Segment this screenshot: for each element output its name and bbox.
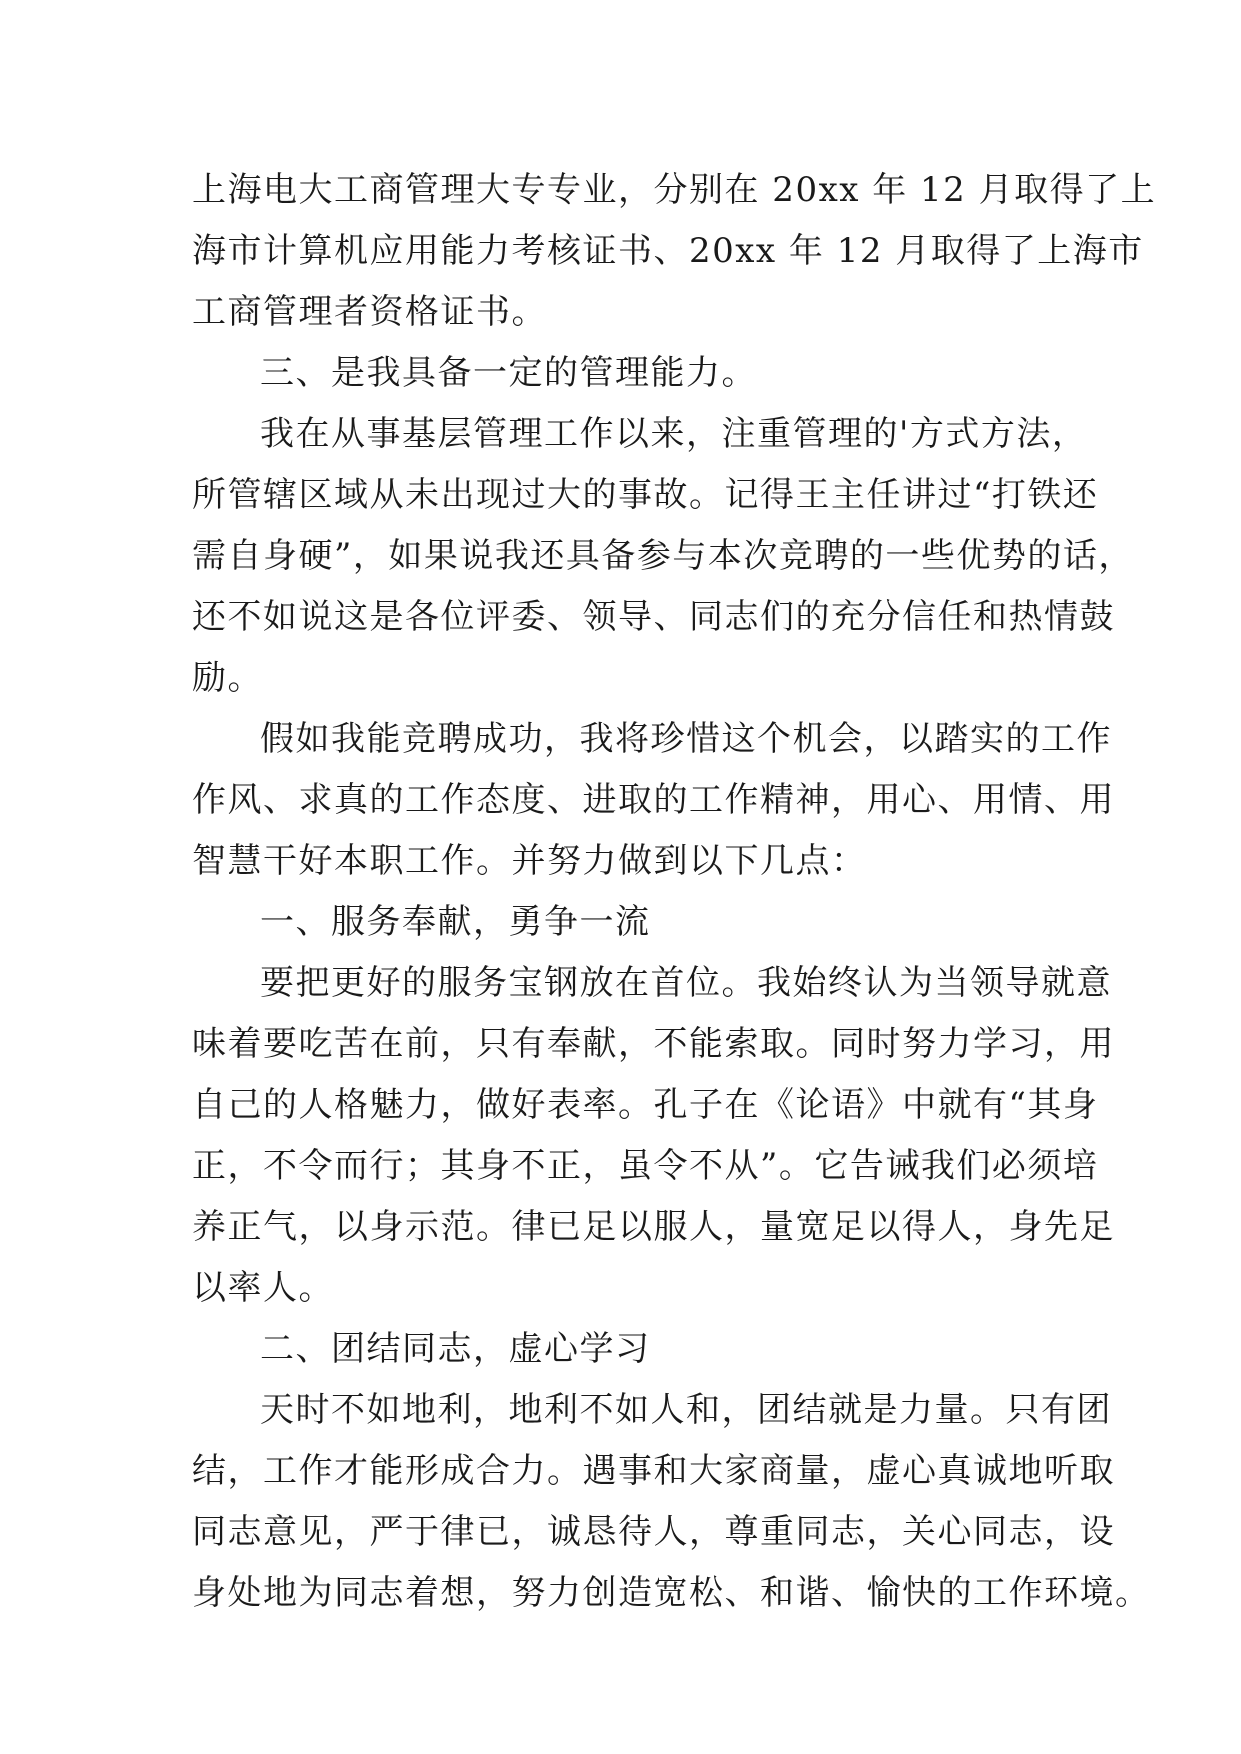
paragraph-if-successful [192, 709, 1115, 892]
paragraph-unity [192, 1380, 1151, 1624]
text-line: 结，工作才能形成合力。遇事和大家商量，虚心真诚地听取 [192, 1451, 1115, 1491]
text-line: 天时不如地利，地利不如人和，团结就是力量。只有团 [260, 1390, 1112, 1430]
text-line: 假如我能竞聘成功，我将珍惜这个机会，以踏实的工作 [260, 719, 1112, 759]
text-line: 身处地为同志着想，努力创造宽松、和谐、愉快的工作环境。 [192, 1573, 1151, 1613]
text-line: 作风、求真的工作态度、进取的工作精神，用心、用情、用 [192, 780, 1115, 820]
text-line: 正，不令而行；其身不正，虽令不从”。它告诫我们必须培 [192, 1146, 1099, 1186]
paragraph-service [192, 953, 1115, 1319]
text-line: 三、是我具备一定的管理能力。 [260, 353, 757, 393]
text-line: 以率人。 [192, 1268, 334, 1308]
text-line: 上海电大工商管理大专专业，分别在 20xx 年 12 月取得了上 [192, 170, 1157, 210]
text-line: 自己的人格魅力，做好表率。孔子在《论语》中就有“其身 [192, 1085, 1099, 1125]
paragraph-education [192, 160, 1157, 343]
text-line: 味着要吃苦在前，只有奉献，不能索取。同时努力学习，用 [192, 1024, 1115, 1064]
text-line: 我在从事基层管理工作以来，注重管理的'方式方法， [260, 414, 1088, 454]
text-line: 海市计算机应用能力考核证书、20xx 年 12 月取得了上海市 [192, 231, 1144, 271]
text-line: 智慧干好本职工作。并努力做到以下几点： [192, 841, 867, 881]
text-line: 励。 [192, 658, 263, 698]
text-line: 养正气，以身示范。律已足以服人，量宽足以得人，身先足 [192, 1207, 1115, 1247]
text-line: 要把更好的服务宝钢放在首位。我始终认为当领导就意 [260, 963, 1112, 1003]
text-line: 二、团结同志，虚心学习 [260, 1329, 651, 1369]
text-line: 同志意见，严于律已，诚恳待人，尊重同志，关心同志，设 [192, 1512, 1115, 1552]
document-body [192, 160, 1157, 1624]
text-line: 一、服务奉献，勇争一流 [260, 902, 651, 942]
text-line: 还不如说这是各位评委、领导、同志们的充分信任和热情鼓 [192, 597, 1115, 637]
text-line: 工商管理者资格证书。 [192, 292, 547, 332]
text-line: 所管辖区域从未出现过大的事故。记得王主任讲过“打铁还 [192, 475, 1099, 515]
text-line: 需自身硬”，如果说我还具备参与本次竞聘的一些优势的话， [192, 536, 1134, 576]
section-heading-unity [192, 1319, 1072, 1380]
section-heading-service [192, 892, 1072, 953]
section-heading-management-ability [192, 343, 1072, 404]
paragraph-management-experience [192, 404, 1134, 709]
